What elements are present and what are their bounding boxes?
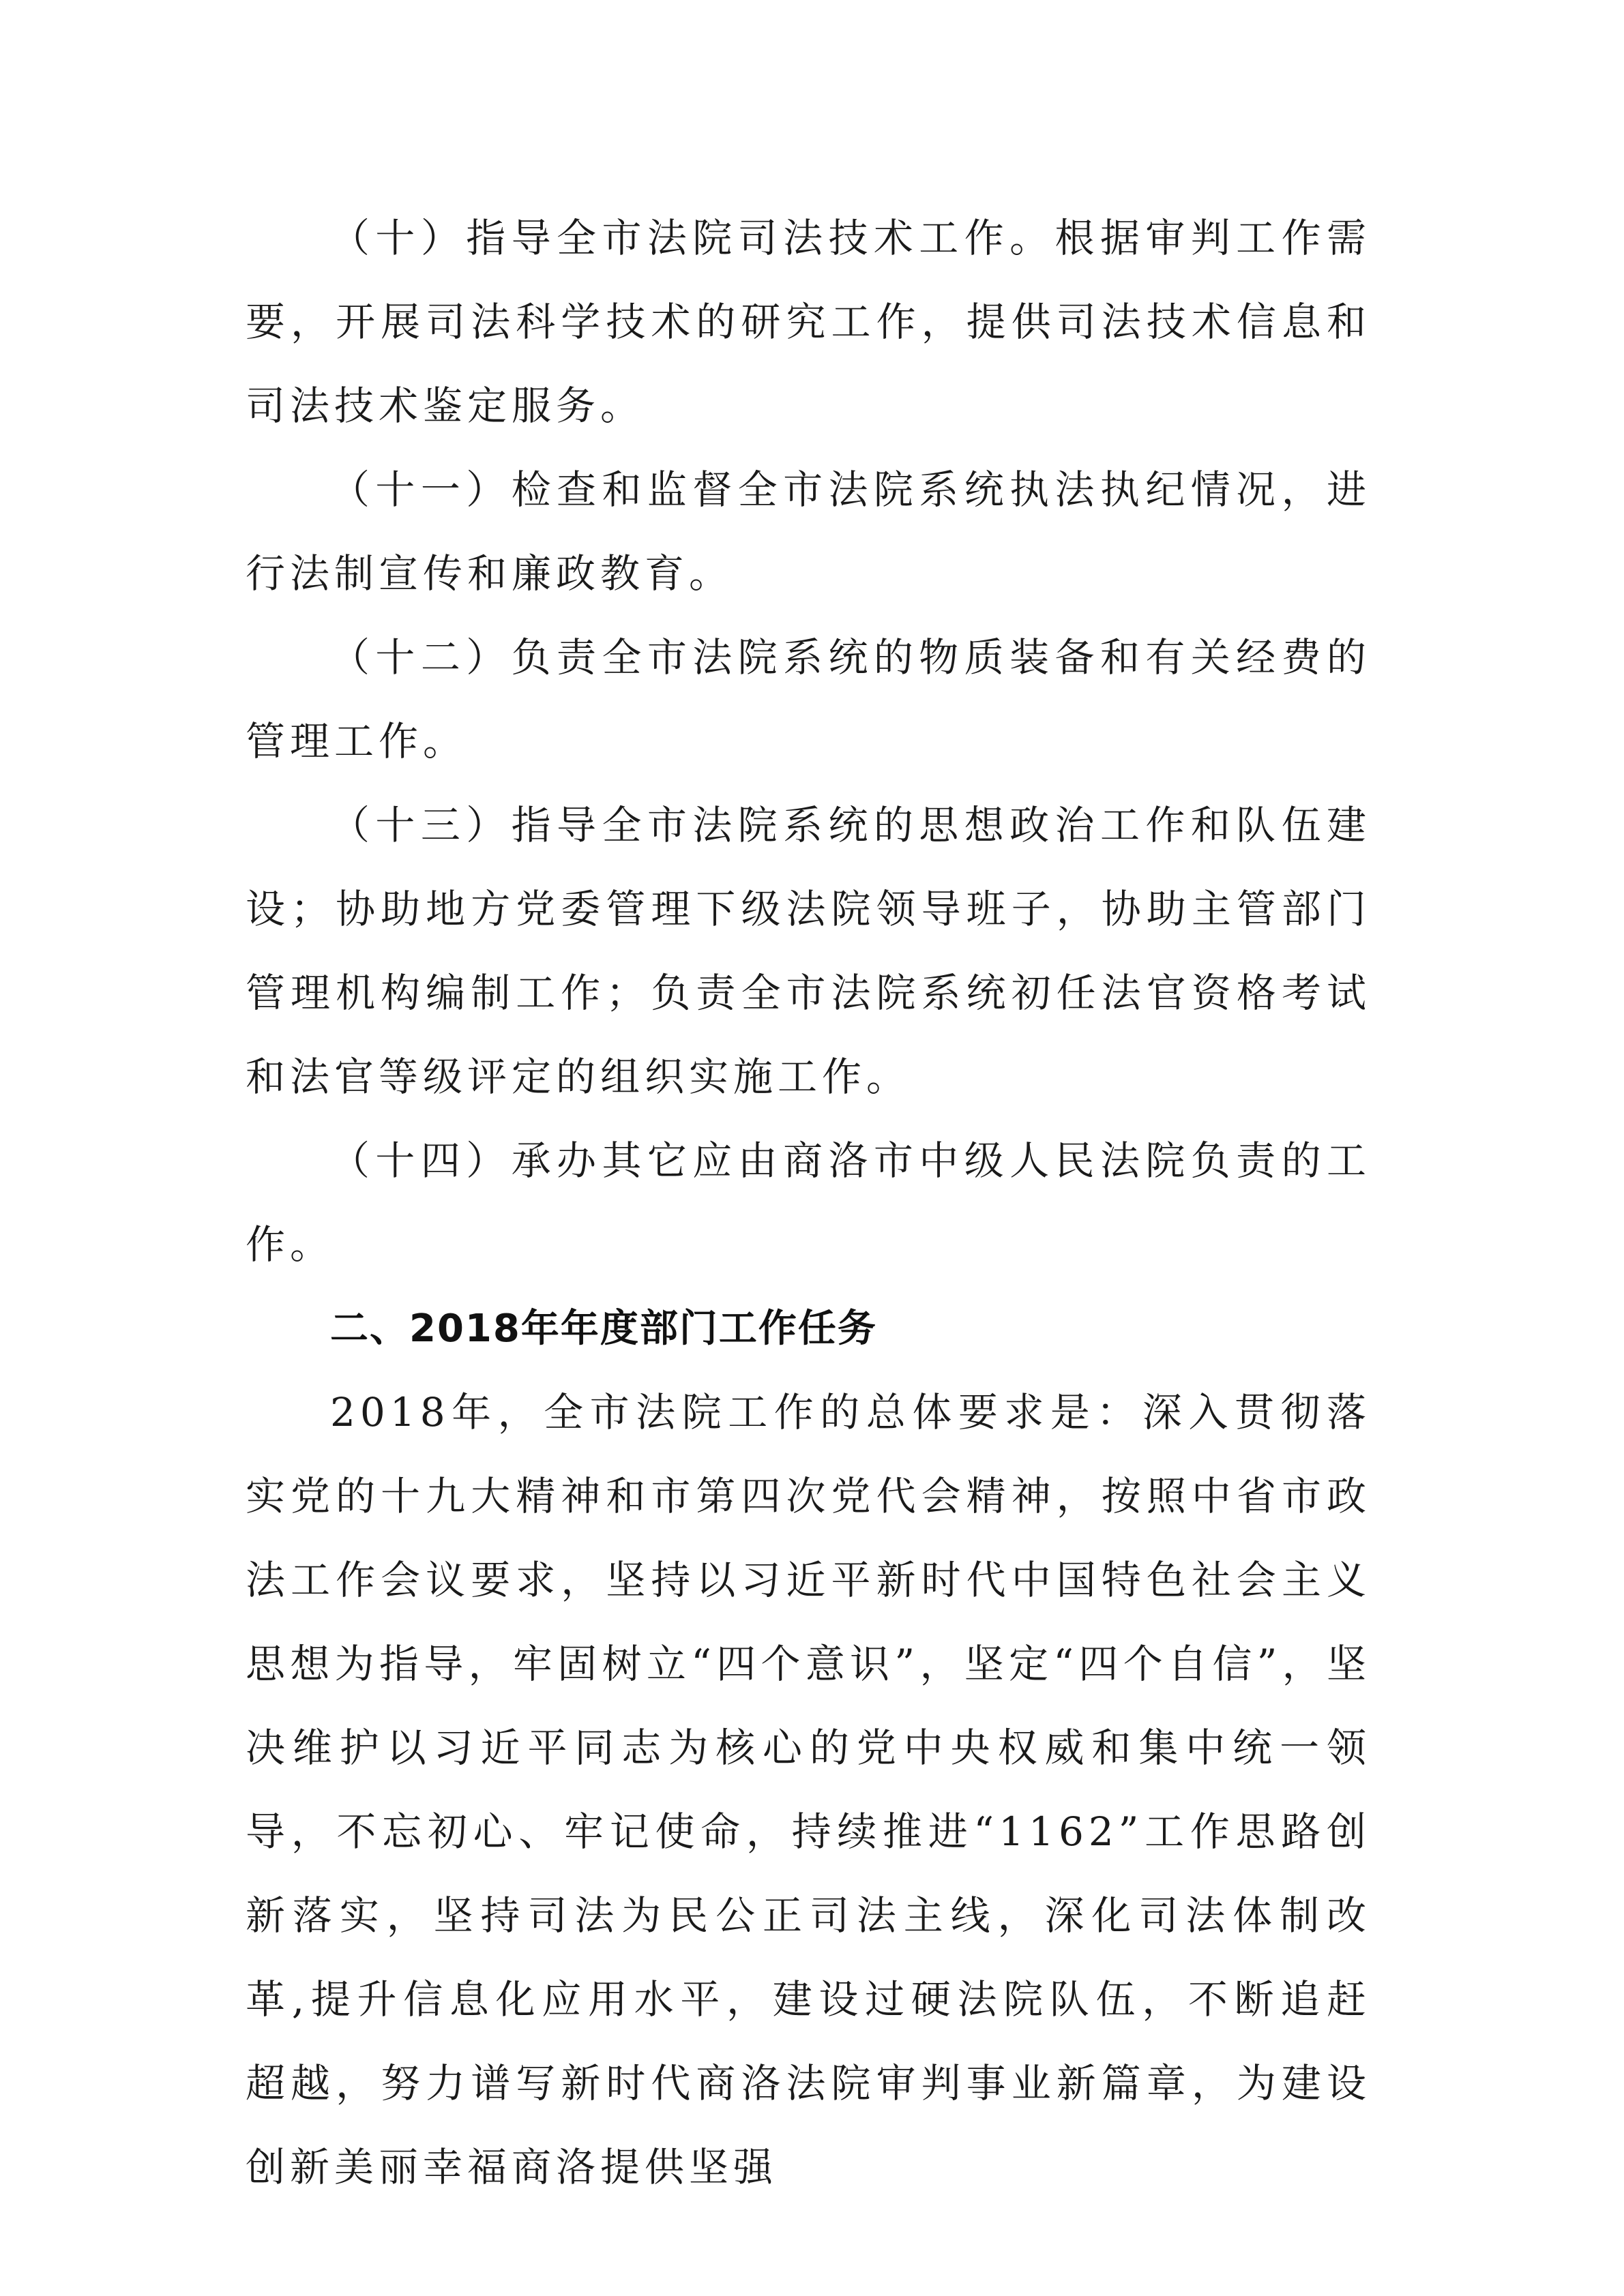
paragraph-item-13: （十三）指导全市法院系统的思想政治工作和队伍建设；协助地方党委管理下级法院领导班子，协助主管部门管理机构编制工作；负责全市法院系统初任法官资格考试和法官等级评定的组织实施工作。 (246, 802, 1371, 1100)
paragraph-item-14: （十四）承办其它应由商洛市中级人民法院负责的工作。 (246, 1137, 1371, 1268)
document-body (246, 196, 1371, 2209)
paragraph-item-10: （十）指导全市法院司法技术工作。根据审判工作需要，开展司法科学技术的研究工作，提供司法技术信息和司法技术鉴定服务。 (246, 215, 1371, 429)
body-paragraph: 2018年，全市法院工作的总体要求是：深入贯彻落实党的十九大精神和市第四次党代会精神，按照中省市政法工作会议要求，坚持以习近平新时代中国特色社会主义思想为指导，牢固树立“四个意识”，坚定“四个自信”，坚决维护以习近平同志为核心的党中央权威和集中统一领导，不忘初心、牢记使命，持续推进“1162”工作思路创新落实，坚持司法为民公正司法主线，深化司法体制改革,提升信息化应用水平，建设过硬法院队伍，不断追赶超越，努力谱写新时代商洛法院审判事业新篇章，为建设创新美丽幸福商洛提供坚强 (246, 1389, 1371, 2190)
section-heading: 二、2018年年度部门工作任务 (330, 1307, 877, 1351)
paragraph-item-11: （十一）检查和监督全市法院系统执法执纪情况，进行法制宣传和廉政教育。 (246, 466, 1371, 597)
paragraph-item-12: （十二）负责全市法院系统的物质装备和有关经费的管理工作。 (246, 634, 1371, 764)
